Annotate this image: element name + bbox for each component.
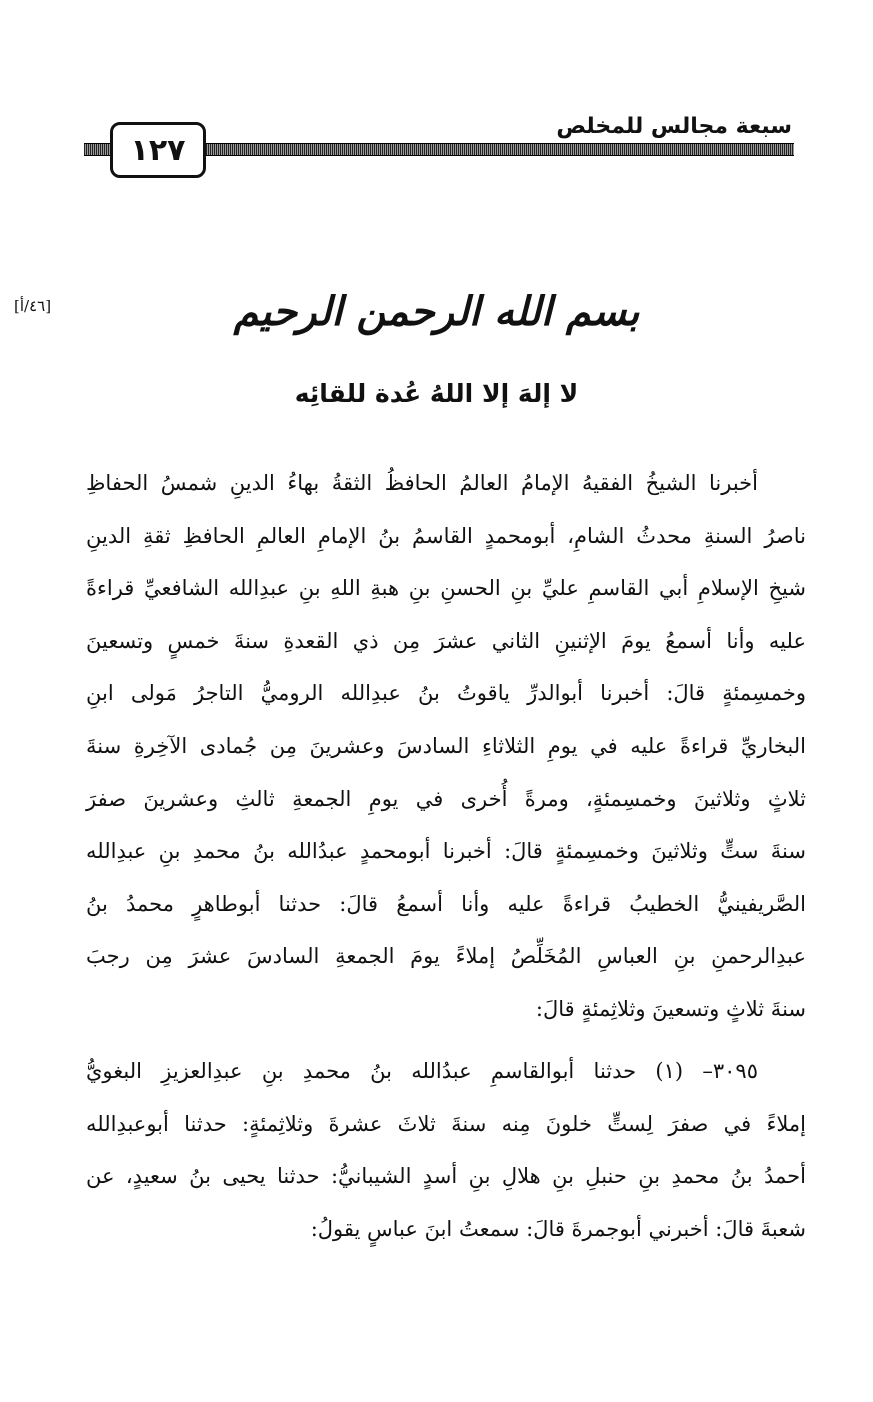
isnad-paragraph <box>86 457 806 1036</box>
page-number: ١٢٧ <box>130 132 186 168</box>
page-number-box <box>110 122 206 178</box>
section-title: لا إلهَ إلا اللهُ عُدة للقائِه <box>294 379 579 408</box>
hadith-paragraph <box>86 1045 806 1255</box>
text-line: ثلاثٍ وثلاثينَ وخمسِمئةٍ، ومرةً أُخرى في يومِ الجمعةِ ثالثِ وعشرينَ صفرَ <box>86 786 806 811</box>
text-line: شعبةَ قالَ: أخبرني أبوجمرةَ قالَ: سمعتُ ابنَ عباسٍ يقولُ: <box>310 1216 806 1241</box>
text-line: الصَّريفينيُّ الخطيبُ قراءةً عليه وأنا أسمعُ قالَ: حدثنا أبوطاهرٍ محمدُ بنُ <box>86 891 806 916</box>
text-line: عبدِالرحمنِ بنِ العباسِ المُخَلِّصُ إملاءً يومَ الجمعةِ السادسَ عشرَ مِن رجبَ <box>86 944 806 969</box>
text-line: البخاريِّ قراءةً عليه في يومِ الثلاثاءِ السادسَ وعشرينَ مِن جُمادى الآخِرةِ سنةَ <box>86 733 806 758</box>
text-line: وخمسِمئةٍ قالَ: أخبرنا أبوالدرِّ ياقوتُ بنُ عبدِالله الروميُّ التاجرُ مَولى ابنِ <box>86 681 806 706</box>
text-line: ناصرُ السنةِ محدثُ الشامِ، أبومحمدٍ القاسمُ بنُ الإمامِ العالمِ الحافظِ ثقةِ الدينِ <box>86 523 806 548</box>
basmala-calligraphy: بسم الله الرحمن الرحيم <box>233 288 640 335</box>
text-line: سنةَ ستٍّ وثلاثينَ وخمسِمئةٍ قالَ: أخبرنا أبومحمدٍ عبدُالله بنُ محمدِ بنِ عبدِالله <box>86 839 806 864</box>
text-line: عليه وأنا أسمعُ يومَ الإثنينِ الثاني عشرَ مِن ذي القعدةِ سنةَ خمسٍ وتسعينَ <box>86 628 806 653</box>
page-header <box>84 112 794 182</box>
text-line: أحمدُ بنُ محمدِ بنِ حنبلِ بنِ هلالِ بنِ أسدٍ الشيبانيُّ: حدثنا يحيى بنُ سعيدٍ، عن <box>86 1164 806 1189</box>
text-line: إملاءً في صفرَ لِستٍّ خلونَ مِنه سنةَ ثلاثَ عشرةَ وثلاثِمئةٍ: حدثنا أبوعبدِالله <box>86 1111 806 1136</box>
text-line: أخبرنا الشيخُ الفقيهُ الإمامُ العالمُ الحافظُ الثقةُ بهاءُ الدينِ شمسُ الحفاظِ <box>86 471 758 495</box>
text-line: ٣٠٩٥– (١) حدثنا أبوالقاسمِ عبدُالله بنُ محمدِ بنِ عبدِالعزيزِ البغويُّ <box>86 1059 758 1083</box>
text-line: سنةَ ثلاثٍ وتسعينَ وثلاثِمئةٍ قالَ: <box>535 996 806 1021</box>
text-line: شيخِ الإسلامِ أبي القاسمِ عليِّ بنِ الحسنِ بنِ هبةِ اللهِ بنِ عبدِالله الشافعيِّ قراءةً <box>86 576 806 601</box>
manuscript-folio-ref: [٤٦/أ] <box>14 297 52 315</box>
running-title: سبعة مجالس للمخلص <box>556 114 792 139</box>
